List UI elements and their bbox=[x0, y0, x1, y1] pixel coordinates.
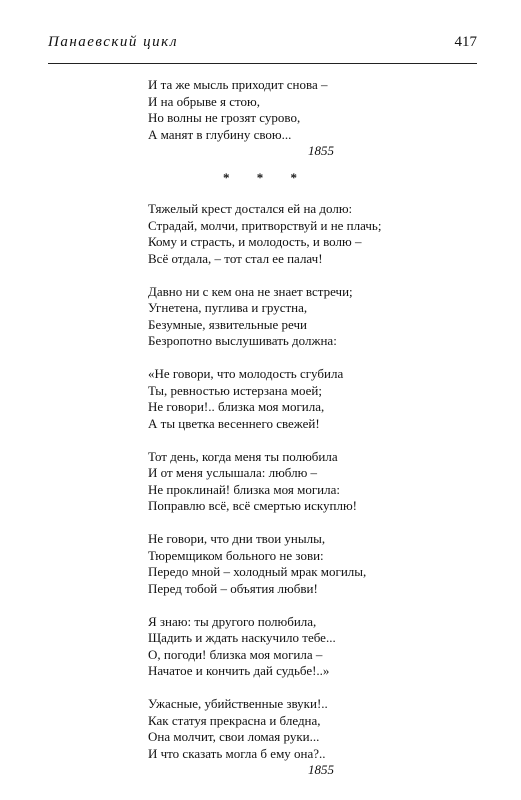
verse-line: Безумные, язвительные речи bbox=[148, 316, 308, 332]
poem1-date: 1855 bbox=[308, 143, 334, 158]
verse-line: Тяжелый крест достался ей на долю: bbox=[148, 201, 353, 216]
verse-line: Кому и страсть, и молодость, и волю – bbox=[148, 234, 362, 249]
verse-line: Не говори, что дни твои унылы, bbox=[148, 531, 326, 546]
header-divider bbox=[48, 63, 477, 64]
poem2-stanza-7 bbox=[148, 696, 448, 779]
verse-line: Поправлю всё, всё смертью искуплю! bbox=[148, 498, 357, 513]
verse-line: О, погоди! близка моя могила – bbox=[148, 646, 323, 662]
verse-line: И на обрыве я стою, bbox=[148, 93, 261, 109]
verse-line: Тот день, когда меня ты полюбила bbox=[148, 448, 338, 464]
page-number: 417 bbox=[454, 34, 477, 50]
verse-line: «Не говори, что молодость сгубила bbox=[148, 366, 344, 381]
poem2-stanza-3 bbox=[148, 366, 448, 432]
verse-line: И от меня услышала: люблю – bbox=[148, 465, 318, 480]
verse-line: Но волны не грозят сурово, bbox=[148, 110, 301, 125]
verse-line: Я знаю: ты другого полюбила, bbox=[148, 613, 317, 629]
verse-line: Не говори!.. близка моя могила, bbox=[148, 399, 325, 414]
poem2-date: 1855 bbox=[308, 762, 334, 777]
verse-line: Не проклинай! близка моя могила: bbox=[148, 481, 340, 497]
poem2-stanza-5 bbox=[148, 531, 448, 597]
verse-line: Щадить и ждать наскучило тебе... bbox=[148, 630, 336, 645]
verse-line: Давно ни с кем она не знает встречи; bbox=[148, 283, 353, 299]
poem2-stanza-1 bbox=[148, 201, 448, 267]
verse-line: Как статуя прекрасна и бледна, bbox=[148, 712, 321, 728]
verse-line: Ужасные, убийственные звуки!.. bbox=[148, 696, 328, 711]
poem1-stanza bbox=[148, 77, 448, 160]
poem2-stanza-4 bbox=[148, 449, 448, 515]
running-head bbox=[48, 34, 477, 58]
verse-line: Передо мной – холодный мрак могилы, bbox=[148, 564, 367, 579]
verse-line: Она молчит, свои ломая руки... bbox=[148, 729, 320, 744]
verse-line: А ты цветка весеннего свежей! bbox=[148, 415, 320, 431]
verse-line: И что сказать могла б ему она?.. bbox=[148, 745, 326, 761]
verse-line: Ты, ревностью истерзана моей; bbox=[148, 382, 323, 398]
poem-text bbox=[148, 77, 448, 779]
running-title: Панаевский цикл bbox=[48, 34, 179, 50]
section-separator: * * * bbox=[223, 169, 309, 185]
verse-line: Начатое и кончить дай судьбе!..» bbox=[148, 663, 330, 678]
verse-line: Безропотно выслушивать должна: bbox=[148, 333, 337, 348]
verse-line: Страдай, молчи, притворствуй и не плачь; bbox=[148, 217, 382, 233]
verse-line: Всё отдала, – тот стал ее палач! bbox=[148, 250, 323, 266]
verse-line: Перед тобой – объятия любви! bbox=[148, 580, 318, 596]
poem2-stanza-2 bbox=[148, 284, 448, 350]
poem2-stanza-6 bbox=[148, 614, 448, 680]
verse-line: А манят в глубину свою... bbox=[148, 126, 292, 142]
verse-line: И та же мысль приходит снова – bbox=[148, 77, 328, 92]
verse-line: Угнетена, пуглива и грустна, bbox=[148, 300, 308, 315]
verse-line: Тюремщиком больного не зови: bbox=[148, 547, 324, 563]
